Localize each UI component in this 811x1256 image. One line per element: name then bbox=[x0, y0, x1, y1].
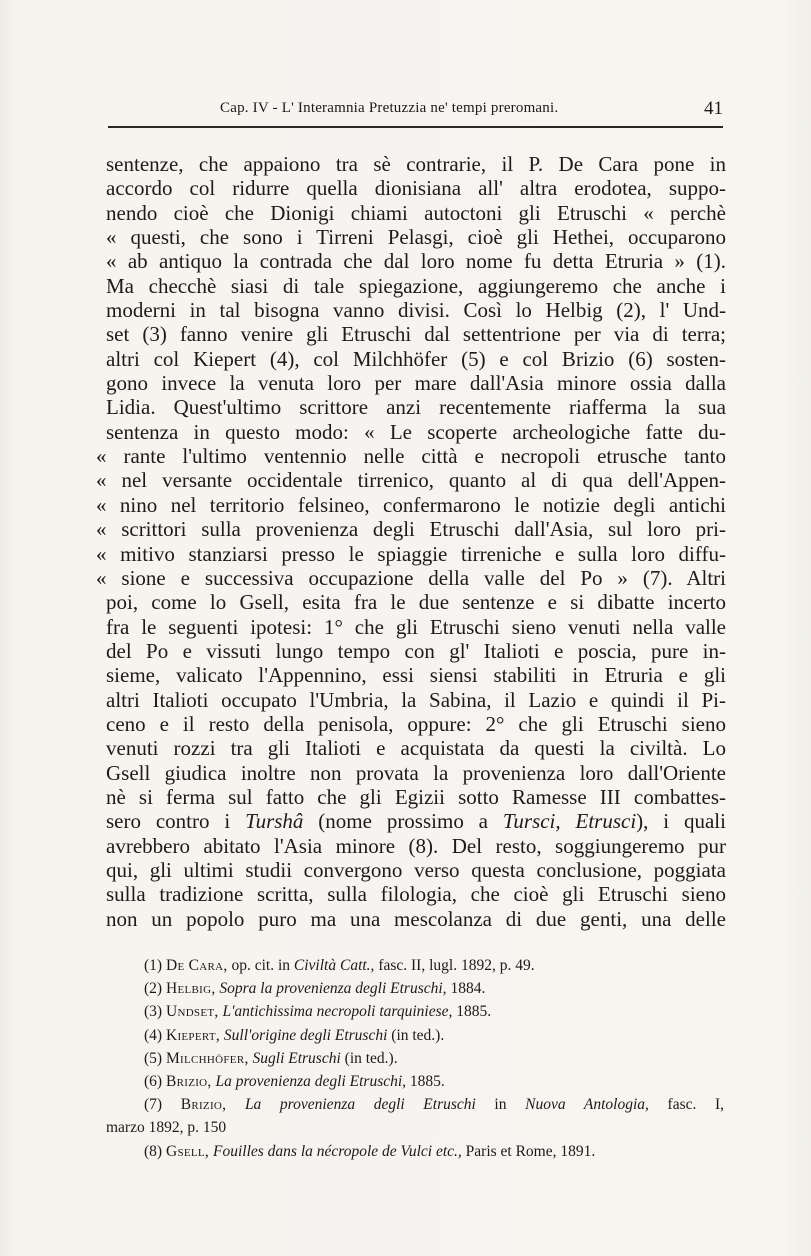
footnotes bbox=[106, 954, 724, 1163]
footnote-title: L'antichissima necropoli tarquiniese, bbox=[222, 1003, 453, 1021]
text-line: sulla tradizione scritta, sulla filologia, che cioè gli Etruschi sieno bbox=[106, 882, 726, 907]
footnote-author: Kiepert, bbox=[165, 1026, 221, 1044]
footnote-title: Sugli Etruschi bbox=[252, 1049, 341, 1067]
footnote-author: Undset, bbox=[165, 1003, 219, 1021]
footnote: (6) Brizio, La provenienza degli Etruschi, 1885. bbox=[144, 1072, 445, 1090]
footnote-author: De Cara, bbox=[165, 957, 228, 974]
footnote-author: Milchhöfer, bbox=[165, 1049, 249, 1067]
text-line: « nel versante occidentale tirrenico, quanto al di qua dell'Appen- bbox=[96, 468, 726, 493]
text-line: nè si ferma sul fatto che gli Egizii sotto Ramesse III combattes- bbox=[106, 784, 726, 809]
text-line: sieme, valicato l'Appennino, essi siensi stabiliti in Etruria e gli bbox=[106, 663, 726, 688]
text-line: fra le seguenti ipotesi: 1° che gli Etruschi sieno venuti nella valle bbox=[106, 614, 726, 639]
footnote-number: (8) bbox=[144, 1142, 166, 1160]
footnote-number: (2) bbox=[144, 980, 166, 998]
text-line: non un popolo puro ma una mescolanza di due genti, una delle bbox=[106, 906, 726, 931]
footnote: (7) Brizio, La provenienza degli Etruschi in Nuova Antologia, fasc. I, bbox=[144, 1096, 724, 1114]
text-line: « sione e successiva occupazione della valle del Po » (7). Altri bbox=[96, 565, 726, 590]
text-line: del Po e vissuti lungo tempo con gl' Italioti e poscia, pure in- bbox=[106, 638, 726, 663]
footnote-number: (3) bbox=[144, 1003, 166, 1021]
text-line: altri col Kiepert (4), col Milchhöfer (5) e col Brizio (6) sosten- bbox=[106, 346, 726, 371]
footnote: (1) De Cara, op. cit. in Civiltà Catt., fasc. II, lugl. 1892, p. 49. bbox=[144, 957, 535, 974]
footnote-title: La provenienza degli Etruschi, bbox=[215, 1072, 407, 1090]
text-line: ceno e il resto della penisola, oppure: 2° che gli Etruschi sieno bbox=[106, 711, 726, 736]
footnote: (3) Undset, L'antichissima necropoli tarquiniese, 1885. bbox=[144, 1003, 492, 1021]
footnote-number: (7) bbox=[144, 1096, 181, 1114]
footnote-title: Civiltà Catt., bbox=[293, 957, 375, 974]
text-line: poi, come lo Gsell, esita fra le due sentenze e si dibatte incerto bbox=[106, 590, 726, 615]
footnote-number: (5) bbox=[144, 1049, 166, 1067]
footnote: (5) Milchhöfer, Sugli Etruschi (in ted.). bbox=[144, 1049, 398, 1067]
header-rule bbox=[108, 126, 723, 128]
text-line: « scrittori sulla provenienza degli Etruschi dall'Asia, sul loro pri- bbox=[96, 517, 726, 542]
footnote: (2) Helbig, Sopra la provenienza degli Etruschi, 1884. bbox=[144, 980, 486, 998]
running-header bbox=[108, 100, 723, 126]
footnote-title: Fouilles dans la nécropole de Vulci etc., bbox=[212, 1142, 462, 1160]
footnote-title: Sopra la provenienza degli Etruschi, bbox=[219, 980, 447, 998]
text-line: « nino nel territorio felsineo, confermarono le notizie degli antichi bbox=[96, 492, 726, 517]
text-line: set (3) fanno venire gli Etruschi dal settentrione per via di terra; bbox=[106, 322, 726, 347]
main-text bbox=[96, 152, 726, 931]
footnote: (8) Gsell, Fouilles dans la nécropole de Vulci etc., Paris et Rome, 1891. bbox=[144, 1142, 596, 1160]
footnote: marzo 1892, p. 150 bbox=[106, 1119, 227, 1137]
text-line: avrebbero abitato l'Asia minore (8). Del resto, soggiungeremo pur bbox=[106, 833, 726, 858]
text-line: sentenza in questo modo: « Le scoperte archeologiche fatte du- bbox=[106, 419, 726, 444]
footnote-title: La provenienza degli Etruschi bbox=[244, 1096, 476, 1114]
text-line: accordo col ridurre quella dionisiana all' altra erodotea, suppo- bbox=[106, 176, 726, 201]
text-line: « rante l'ultimo ventennio nelle città e necropoli etrusche tanto bbox=[96, 444, 726, 469]
running-title: Cap. IV - L' Interamnia Pretuzzia ne' tempi preromani. bbox=[220, 100, 559, 116]
text-line: venuti rozzi tra gli Italioti e acquistata da questi la civiltà. Lo bbox=[106, 736, 726, 761]
page-number: 41 bbox=[704, 98, 723, 119]
footnote: (4) Kiepert, Sull'origine degli Etruschi (in ted.). bbox=[144, 1026, 445, 1044]
text-line: Lidia. Quest'ultimo scrittore anzi recentemente riafferma la sua bbox=[106, 395, 726, 420]
footnote-title: Sull'origine degli Etruschi bbox=[223, 1026, 388, 1044]
footnote-number: (1) bbox=[144, 957, 166, 974]
footnote-author: Gsell, bbox=[165, 1142, 210, 1160]
footnote-author: Helbig, bbox=[165, 980, 216, 998]
footnote-journal: Nuova Antologia, bbox=[525, 1096, 649, 1114]
text-line: Gsell giudica inoltre non provata la provenienza loro dall'Oriente bbox=[106, 760, 726, 785]
footnote-author: Brizio, bbox=[165, 1072, 212, 1090]
text-line: « ab antiquo la contrada che dal loro nome fu detta Etruria » (1). bbox=[106, 249, 726, 274]
text-line: altri Italioti occupato l'Umbria, la Sabina, il Lazio e quindi il Pi- bbox=[106, 687, 726, 712]
text-line: Ma checchè siasi di tale spiegazione, aggiungeremo che anche i bbox=[106, 273, 726, 298]
footnote-number: (4) bbox=[144, 1026, 166, 1044]
text-line: « mitivo stanziarsi presso le spiaggie tirreniche e sulla loro diffu- bbox=[96, 541, 726, 566]
footnote-author: Brizio, bbox=[180, 1096, 227, 1114]
text-line: sero contro i Turshâ (nome prossimo a Tursci, Etrusci), i quali bbox=[106, 809, 726, 834]
footnote-number: (6) bbox=[144, 1072, 166, 1090]
text-line: sentenze, che appaiono tra sè contrarie, il P. De Cara pone in bbox=[106, 152, 726, 176]
text-line: gono invece la venuta loro per mare dall'Asia minore ossia dalla bbox=[106, 371, 726, 396]
text-line: nendo cioè che Dionigi chiami autoctoni gli Etruschi « perchè bbox=[106, 200, 726, 225]
text-line: qui, gli ultimi studii convergono verso questa conclusione, poggiata bbox=[106, 857, 726, 882]
text-line: « questi, che sono i Tirreni Pelasgi, cioè gli Hethei, occuparono bbox=[106, 225, 726, 250]
text-line: moderni in tal bisogna vanno divisi. Così lo Helbig (2), l' Und- bbox=[106, 298, 726, 323]
